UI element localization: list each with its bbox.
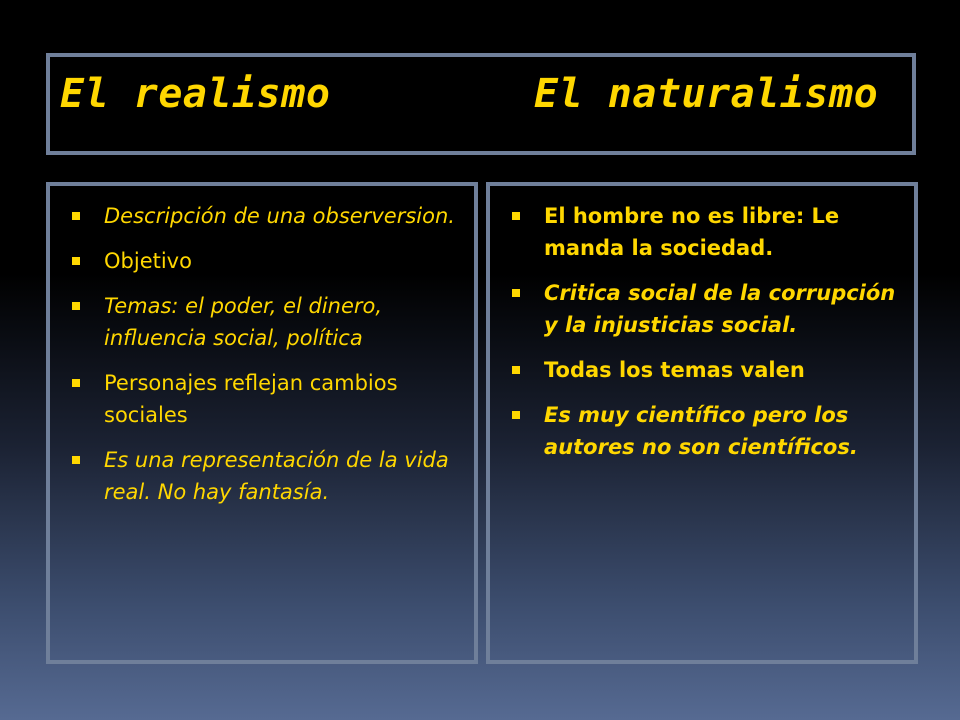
square-bullet-icon	[72, 456, 80, 464]
square-bullet-icon	[512, 212, 520, 220]
realismo-item-text: Temas: el poder, el dinero, influencia social, política	[104, 294, 383, 350]
realismo-item	[64, 245, 462, 277]
realismo-item	[64, 200, 462, 232]
realismo-panel	[46, 182, 478, 664]
realismo-item-text: Es una representación de la vida real. No hay fantasía.	[104, 448, 449, 504]
title-box	[46, 53, 916, 155]
square-bullet-icon	[72, 302, 80, 310]
naturalismo-item	[504, 354, 902, 386]
title-realismo: El realismo	[60, 71, 331, 117]
square-bullet-icon	[72, 257, 80, 265]
square-bullet-icon	[72, 379, 80, 387]
realismo-list	[64, 200, 462, 521]
naturalismo-item-text: Es muy científico pero los autores no son científicos.	[544, 403, 858, 459]
realismo-item	[64, 367, 462, 431]
realismo-item	[64, 444, 462, 508]
realismo-item	[64, 290, 462, 354]
naturalismo-item	[504, 200, 902, 264]
square-bullet-icon	[512, 411, 520, 419]
naturalismo-list	[504, 200, 902, 476]
realismo-item-text: Descripción de una observersion.	[104, 204, 455, 228]
naturalismo-item-text: Critica social de la corrupción y la injusticias social.	[544, 281, 896, 337]
realismo-item-text: Personajes reflejan cambios sociales	[104, 371, 398, 427]
title-naturalismo: El naturalismo	[534, 71, 879, 117]
realismo-item-text: Objetivo	[104, 249, 192, 273]
naturalismo-panel	[486, 182, 918, 664]
naturalismo-item	[504, 277, 902, 341]
square-bullet-icon	[512, 289, 520, 297]
naturalismo-item	[504, 399, 902, 463]
naturalismo-item-text: El hombre no es libre: Le manda la sociedad.	[544, 204, 840, 260]
square-bullet-icon	[72, 212, 80, 220]
naturalismo-item-text: Todas los temas valen	[544, 358, 805, 382]
square-bullet-icon	[512, 366, 520, 374]
